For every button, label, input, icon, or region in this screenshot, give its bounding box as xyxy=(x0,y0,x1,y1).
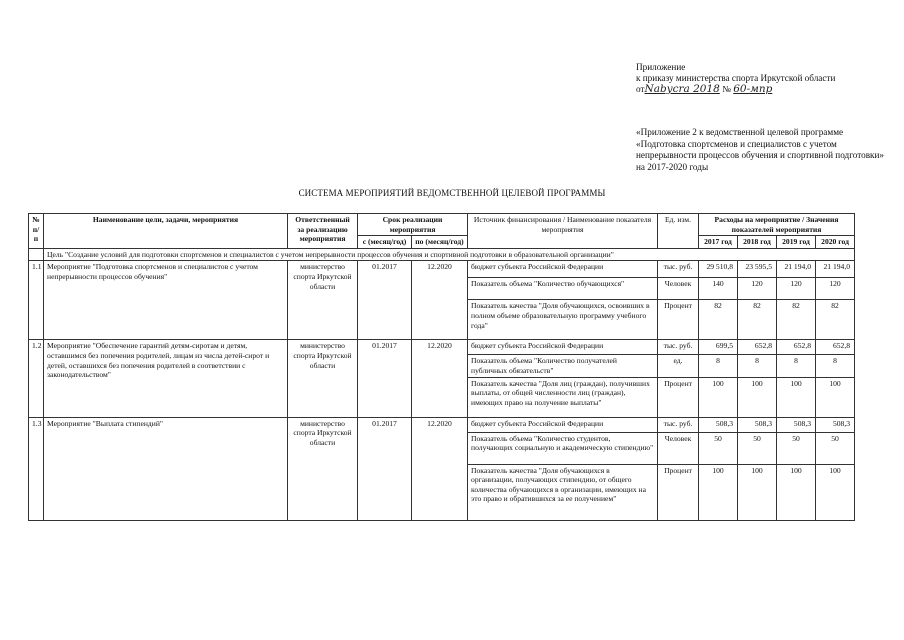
header-2017: 2017 год xyxy=(699,236,738,249)
measure-to: 12.2020 xyxy=(412,261,468,340)
value-2017: 699,5 xyxy=(699,340,738,355)
source-cell: бюджет субъекта Российской Федерации xyxy=(468,340,658,355)
value-2018: 100 xyxy=(738,377,777,417)
value-2019: 82 xyxy=(777,300,816,340)
measure-from: 01.2017 xyxy=(358,261,412,340)
value-2019: 120 xyxy=(777,278,816,300)
header-period-from: с (месяц/год) xyxy=(358,236,412,249)
measure-to: 12.2020 xyxy=(412,340,468,417)
goal-num-cell xyxy=(29,248,44,261)
number-sign: № xyxy=(722,84,731,94)
source-cell: Показатель объема "Количество получателей публичных обязательств" xyxy=(468,355,658,377)
header-period: Срок реализации мероприятия xyxy=(358,214,468,236)
value-2019: 21 194,0 xyxy=(777,261,816,278)
source-cell: бюджет субъекта Российской Федерации xyxy=(468,417,658,432)
measure-to: 12.2020 xyxy=(412,417,468,520)
measure-name: Мероприятие "Обеспечение гарантий детям-сиротам и детям, оставшимся без попечения родителей, лицам из числа детей-сирот и детей, оставшихся без попечения родителей в соответствии с законодательством" xyxy=(44,340,288,417)
value-2019: 100 xyxy=(777,464,816,520)
unit-cell: тыс. руб. xyxy=(658,340,699,355)
source-cell: Показатель качества "Доля обучающихся, освоивших в полном объеме образовательную программу учебного года" xyxy=(468,300,658,340)
unit-cell: Человек xyxy=(658,278,699,300)
value-2019: 508,3 xyxy=(777,417,816,432)
measure-num: 1.2 xyxy=(29,340,44,417)
measure-responsible: министерство спорта Иркутской области xyxy=(288,340,358,417)
value-2017: 100 xyxy=(699,464,738,520)
goal-row xyxy=(29,248,855,261)
value-2017: 140 xyxy=(699,278,738,300)
value-2020: 21 194,0 xyxy=(816,261,855,278)
measure-from: 01.2017 xyxy=(358,417,412,520)
document-title: СИСТЕМА МЕРОПРИЯТИЙ ВЕДОМСТВЕННОЙ ЦЕЛЕВОЙ ПРОГРАММЫ xyxy=(298,188,606,198)
appendix-label: Приложение xyxy=(636,62,686,72)
header-responsible: Ответственный за реализацию мероприятия xyxy=(288,214,358,249)
measure-responsible: министерство спорта Иркутской области xyxy=(288,417,358,520)
value-2017: 29 510,8 xyxy=(699,261,738,278)
value-2020: 50 xyxy=(816,432,855,464)
appendix-date-line xyxy=(636,84,886,95)
date-prefix: от xyxy=(636,84,645,94)
source-cell: Показатель качества "Доля лиц (граждан), получивших выплаты, от общей численности лиц (граждан), имеющих право на получение выплаты" xyxy=(468,377,658,417)
value-2020: 652,8 xyxy=(816,340,855,355)
measure-num: 1.3 xyxy=(29,417,44,520)
header-source: Источник финансирования / Наименование показателя мероприятия xyxy=(468,214,658,249)
measure-name: Мероприятие "Выплата стипендий" xyxy=(44,417,288,520)
table-row xyxy=(29,261,855,278)
measure-name: Мероприятие "Подготовка спортсменов и специалистов с учетом непрерывности процессов обучения" xyxy=(44,261,288,340)
value-2020: 8 xyxy=(816,355,855,377)
value-2019: 8 xyxy=(777,355,816,377)
value-2020: 82 xyxy=(816,300,855,340)
value-2017: 8 xyxy=(699,355,738,377)
handwritten-number: 60-мпр xyxy=(733,83,773,95)
value-2020: 120 xyxy=(816,278,855,300)
value-2018: 82 xyxy=(738,300,777,340)
value-2018: 120 xyxy=(738,278,777,300)
header-unit: Ед. изм. xyxy=(658,214,699,249)
measure-responsible: министерство спорта Иркутской области xyxy=(288,261,358,340)
source-cell: Показатель объема "Количество обучающихся" xyxy=(468,278,658,300)
measure-from: 01.2017 xyxy=(358,340,412,417)
header-num: № п/п xyxy=(29,214,44,249)
table-row xyxy=(29,340,855,355)
unit-cell: тыс. руб. xyxy=(658,261,699,278)
value-2017: 82 xyxy=(699,300,738,340)
header-2020: 2020 год xyxy=(816,236,855,249)
value-2019: 652,8 xyxy=(777,340,816,355)
value-2018: 100 xyxy=(738,464,777,520)
value-2017: 100 xyxy=(699,377,738,417)
handwritten-date: Nabycra 2018 xyxy=(644,83,720,95)
value-2020: 100 xyxy=(816,464,855,520)
value-2018: 508,3 xyxy=(738,417,777,432)
unit-cell: Процент xyxy=(658,300,699,340)
header-2018: 2018 год xyxy=(738,236,777,249)
unit-cell: Процент xyxy=(658,377,699,417)
value-2020: 100 xyxy=(816,377,855,417)
table-row xyxy=(29,417,855,432)
header-2019: 2019 год xyxy=(777,236,816,249)
value-2017: 508,3 xyxy=(699,417,738,432)
value-2019: 50 xyxy=(777,432,816,464)
value-2018: 50 xyxy=(738,432,777,464)
measure-num: 1.1 xyxy=(29,261,44,340)
source-cell: Показатель объема "Количество студентов, получающих социальную и академическую стипендию" xyxy=(468,432,658,464)
appendix2-header: «Приложение 2 к ведомственной целевой программе «Подготовка спортсменов и специалистов с учетом непрерывности процессов обучения и спортивной подготовки» на 2017-2020 годы xyxy=(636,127,885,172)
header-period-to: по (месяц/год) xyxy=(412,236,468,249)
header-name: Наименование цели, задачи, мероприятия xyxy=(44,214,288,249)
source-cell: Показатель качества "Доля обучающихся в организации, получающих стипендию, от общего количества обучающихся в организации, имеющих на это право и обратившихся за ее получением" xyxy=(468,464,658,520)
unit-cell: ед. xyxy=(658,355,699,377)
value-2018: 652,8 xyxy=(738,340,777,355)
appendix-header xyxy=(636,62,886,95)
goal-text: Цель "Создание условий для подготовки спортсменов и специалистов с учетом непрерывности процессов обучения и спортивной подготовки в образовательной организации" xyxy=(44,248,855,261)
value-2020: 508,3 xyxy=(816,417,855,432)
value-2017: 50 xyxy=(699,432,738,464)
header-expenses: Расходы на мероприятие / Значения показателей мероприятия xyxy=(699,214,855,236)
source-cell: бюджет субъекта Российской Федерации xyxy=(468,261,658,278)
unit-cell: тыс. руб. xyxy=(658,417,699,432)
value-2018: 8 xyxy=(738,355,777,377)
value-2018: 23 595,5 xyxy=(738,261,777,278)
appendix-order-ref: к приказу министерства спорта Иркутской области xyxy=(636,73,836,83)
unit-cell: Процент xyxy=(658,464,699,520)
measures-table xyxy=(28,213,855,521)
value-2019: 100 xyxy=(777,377,816,417)
unit-cell: Человек xyxy=(658,432,699,464)
